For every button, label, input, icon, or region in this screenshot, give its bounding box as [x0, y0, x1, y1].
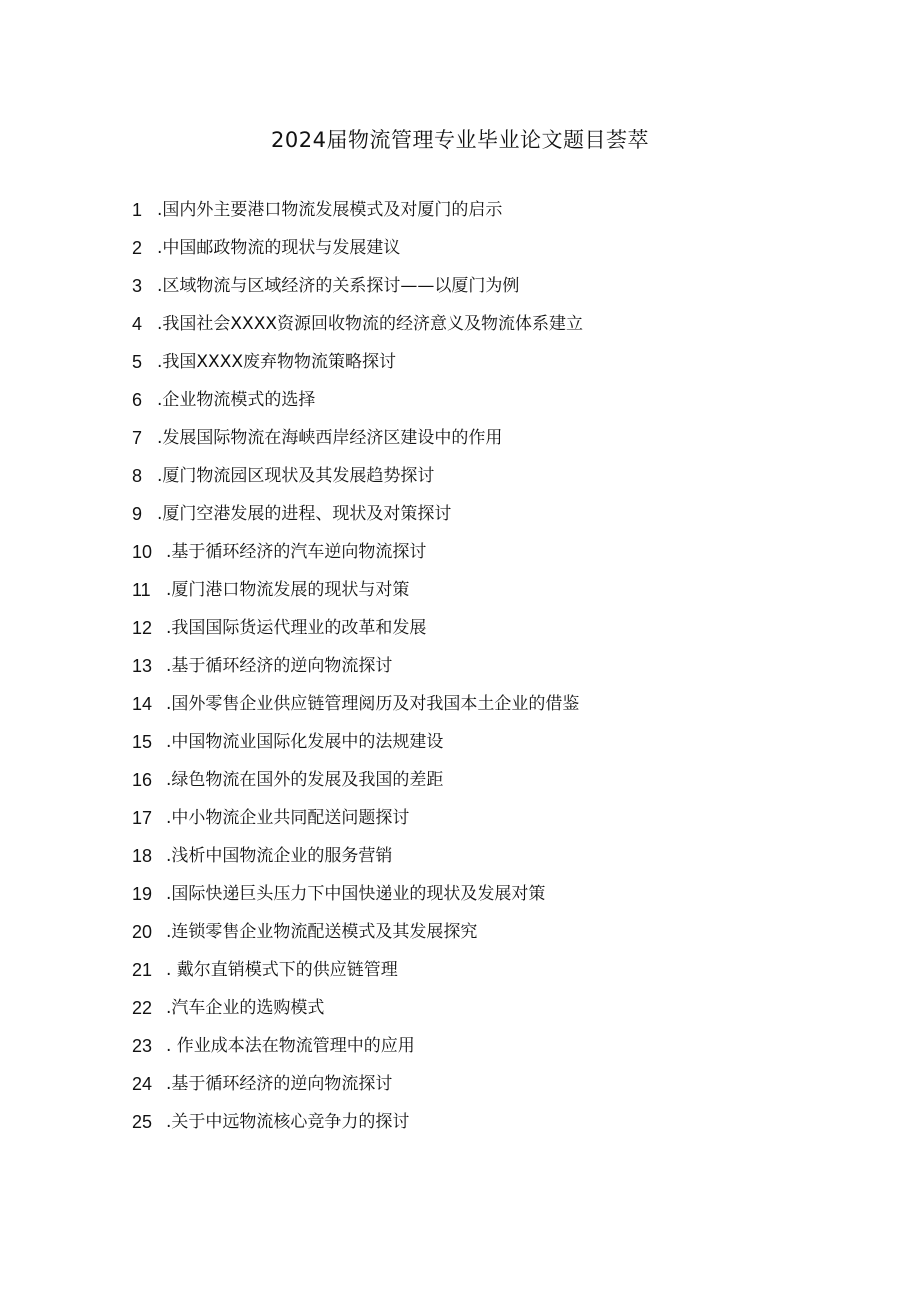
topic-title: . 戴尔直销模式下的供应链管理 — [166, 960, 398, 980]
topic-number: 25 — [132, 1112, 153, 1132]
list-item — [0, 917, 920, 955]
topic-title: .汽车企业的选购模式 — [166, 998, 325, 1018]
topic-number: 1 — [132, 200, 143, 220]
topic-number: 15 — [132, 732, 153, 752]
topic-number: 3 — [132, 276, 143, 296]
topic-number: 23 — [132, 1036, 153, 1056]
topic-title: .绿色物流在国外的发展及我国的差距 — [166, 770, 444, 790]
topic-number: 22 — [132, 998, 153, 1018]
topic-title: .关于中远物流核心竞争力的探讨 — [166, 1112, 410, 1132]
topic-title: .中国邮政物流的现状与发展建议 — [157, 238, 401, 258]
topic-title: .我国国际货运代理业的改革和发展 — [166, 618, 427, 638]
topic-number: 9 — [132, 504, 143, 524]
list-item — [0, 233, 920, 271]
list-item — [0, 575, 920, 613]
list-item — [0, 993, 920, 1031]
list-item — [0, 423, 920, 461]
topic-title: .发展国际物流在海峡西岸经济区建设中的作用 — [157, 428, 503, 448]
topic-title: .基于循环经济的逆向物流探讨 — [166, 656, 393, 676]
list-item — [0, 727, 920, 765]
document-title: 2024届物流管理专业毕业论文题目荟萃 — [271, 128, 649, 152]
list-item — [0, 689, 920, 727]
topic-title: .基于循环经济的汽车逆向物流探讨 — [166, 542, 427, 562]
list-item — [0, 651, 920, 689]
topic-number: 7 — [132, 428, 143, 448]
topic-title: .我国社会XXXX资源回收物流的经济意义及物流体系建立 — [157, 314, 583, 334]
list-item — [0, 803, 920, 841]
topic-title: .国外零售企业供应链管理阅历及对我国本土企业的借鉴 — [166, 694, 580, 714]
list-item — [0, 879, 920, 917]
topic-number: 18 — [132, 846, 153, 866]
topic-title: .中国物流业国际化发展中的法规建设 — [166, 732, 444, 752]
list-item — [0, 195, 920, 233]
list-item — [0, 1031, 920, 1069]
topic-title: .我国XXXX废弃物物流策略探讨 — [157, 352, 396, 372]
topic-title: .厦门空港发展的进程、现状及对策探讨 — [157, 504, 452, 524]
topic-title: .中小物流企业共同配送问题探讨 — [166, 808, 410, 828]
list-item — [0, 499, 920, 537]
topic-title: .厦门物流园区现状及其发展趋势探讨 — [157, 466, 435, 486]
list-item — [0, 537, 920, 575]
topic-number: 21 — [132, 960, 153, 980]
topic-number: 19 — [132, 884, 153, 904]
topic-title: .浅析中国物流企业的服务营销 — [166, 846, 393, 866]
topic-title: .区域物流与区域经济的关系探讨——以厦门为例 — [157, 276, 520, 296]
list-item — [0, 347, 920, 385]
topic-number: 4 — [132, 314, 143, 334]
list-item — [0, 309, 920, 347]
topic-number: 10 — [132, 542, 153, 562]
topic-title: .厦门港口物流发展的现状与对策 — [166, 580, 410, 600]
list-item — [0, 1069, 920, 1107]
list-item — [0, 385, 920, 423]
topic-number: 8 — [132, 466, 143, 486]
topic-title: .国内外主要港口物流发展模式及对厦门的启示 — [157, 200, 503, 220]
topic-title: .企业物流模式的选择 — [157, 390, 316, 410]
topic-title: .国际快递巨头压力下中国快递业的现状及发展对策 — [166, 884, 546, 904]
topic-number: 11 — [132, 580, 151, 600]
topic-number: 20 — [132, 922, 153, 942]
topic-list — [0, 195, 920, 1145]
list-item — [0, 955, 920, 993]
topic-number: 6 — [132, 390, 143, 410]
list-item — [0, 841, 920, 879]
topic-title: . 作业成本法在物流管理中的应用 — [166, 1036, 415, 1056]
topic-title: .连锁零售企业物流配送模式及其发展探究 — [166, 922, 478, 942]
topic-number: 17 — [132, 808, 153, 828]
list-item — [0, 613, 920, 651]
list-item — [0, 765, 920, 803]
topic-title: .基于循环经济的逆向物流探讨 — [166, 1074, 393, 1094]
topic-number: 5 — [132, 352, 143, 372]
topic-number: 16 — [132, 770, 153, 790]
list-item — [0, 1107, 920, 1145]
topic-number: 12 — [132, 618, 153, 638]
topic-number: 14 — [132, 694, 153, 714]
topic-number: 24 — [132, 1074, 153, 1094]
topic-number: 2 — [132, 238, 143, 258]
list-item — [0, 461, 920, 499]
topic-number: 13 — [132, 656, 153, 676]
list-item — [0, 271, 920, 309]
